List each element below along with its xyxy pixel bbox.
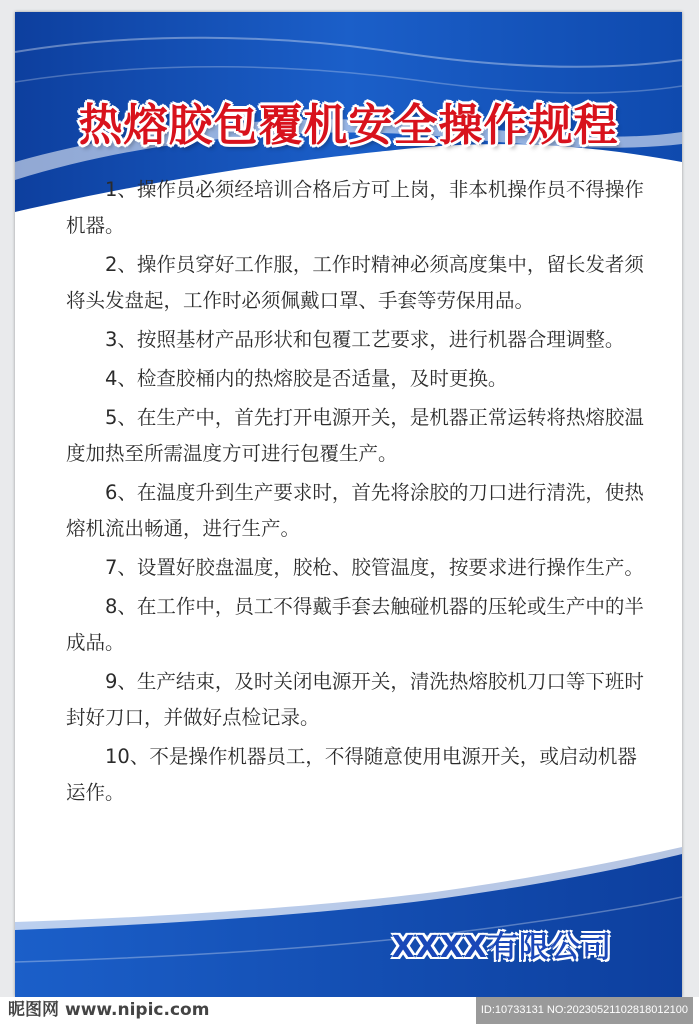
rule-item: 6、在温度升到生产要求时，首先将涂胶的刀口进行清洗，使热熔机流出畅通，进行生产。 <box>66 481 644 540</box>
watermark-id: ID:10733131 NO:20230521102818012100 <box>476 997 693 1024</box>
rule-item: 10、不是操作机器员工，不得随意使用电源开关，或启动机器运作。 <box>66 745 637 804</box>
watermark-bar <box>0 997 699 1024</box>
rule-item: 5、在生产中，首先打开电源开关，是机器正常运转将热熔胶温度加热至所需温度方可进行包覆生产。 <box>66 406 644 465</box>
rule-item: 7、设置好胶盘温度，胶枪、胶管温度，按要求进行操作生产。 <box>105 556 644 579</box>
poster-title: 热熔胶包覆机安全操作规程 <box>78 100 619 151</box>
rules-list <box>66 172 644 814</box>
company-name: XXXX有限公司 <box>391 930 612 965</box>
rule-item: 1、操作员必须经培训合格后方可上岗，非本机操作员不得操作机器。 <box>66 178 644 237</box>
rule-item: 2、操作员穿好工作服，工作时精神必须高度集中，留长发者须将头发盘起，工作时必须佩戴口罩、手套等劳保用品。 <box>66 253 644 312</box>
safety-poster <box>15 12 682 997</box>
watermark-logo <box>8 997 209 1024</box>
watermark-url: www.nipic.com <box>65 1000 210 1020</box>
rule-item: 3、按照基材产品形状和包覆工艺要求，进行机器合理调整。 <box>105 328 625 351</box>
rule-item: 8、在工作中，员工不得戴手套去触碰机器的压轮或生产中的半成品。 <box>66 595 644 654</box>
watermark-logo-text: 昵图网 <box>8 1000 59 1020</box>
rule-item: 9、生产结束，及时关闭电源开关，清洗热熔胶机刀口等下班时封好刀口，并做好点检记录。 <box>66 670 644 729</box>
rule-item: 4、检查胶桶内的热熔胶是否适量，及时更换。 <box>105 367 508 390</box>
